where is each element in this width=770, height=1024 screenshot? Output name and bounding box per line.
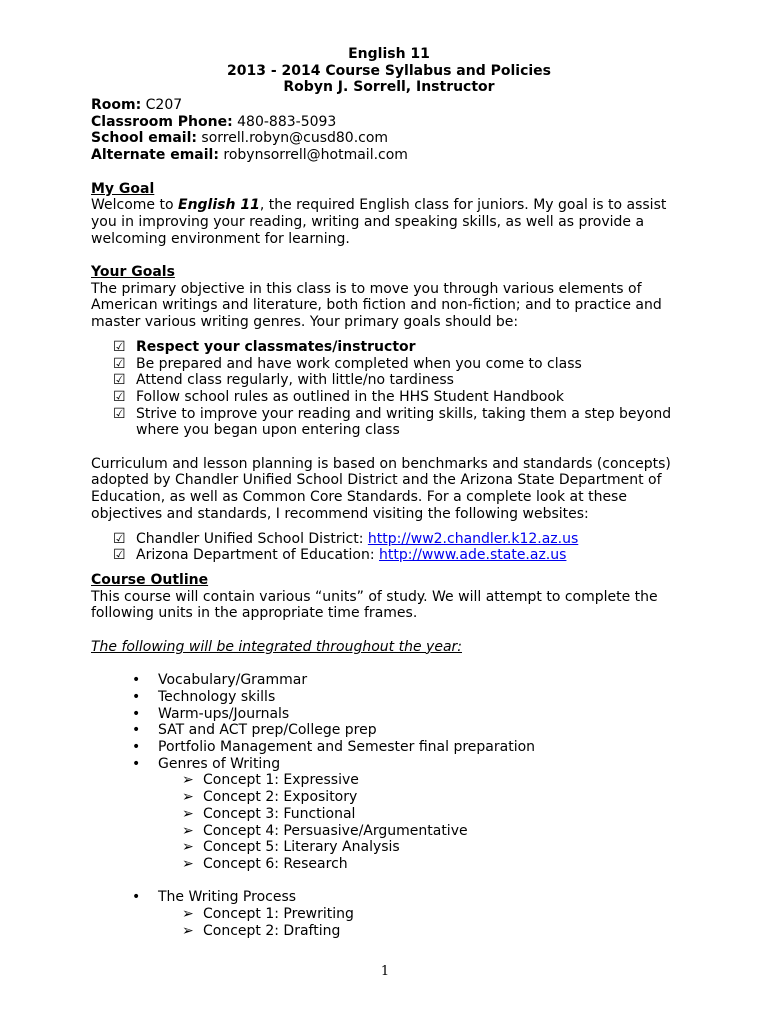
syllabus-title: 2013 - 2014 Course Syllabus and Policies: [227, 62, 551, 79]
phone-value: 480-883-5093: [232, 113, 337, 130]
bullet-icon: •: [132, 705, 141, 722]
unit-text: Technology skills: [158, 688, 276, 705]
genre-item: [158, 839, 691, 856]
school-email-label: School email:: [91, 130, 197, 147]
arrow-icon: ➢: [182, 789, 194, 806]
unit-item: [91, 722, 691, 739]
goal-text: Attend class regularly, with little/no tardiness: [136, 372, 454, 389]
school-email-line: [91, 130, 691, 147]
unit-text: The Writing Process: [158, 889, 297, 906]
curriculum-text: Curriculum and lesson planning is based on benchmarks and standards (concepts) adopted by Chandler Unified School District and the Arizona State Department of Education, as well as Common Core Standards. For a complete look at these objectives and standards, I recommend visiting the following websites:: [91, 455, 671, 522]
goals-checklist: [91, 339, 691, 439]
unit-item: [91, 889, 691, 939]
bullet-icon: •: [132, 672, 141, 689]
checkbox-icon: ☑: [113, 547, 126, 564]
genre-text: Concept 4: Persuasive/Argumentative: [203, 822, 468, 839]
arrow-icon: ➢: [182, 839, 194, 856]
unit-text: Vocabulary/Grammar: [158, 672, 308, 689]
bullet-icon: •: [132, 739, 141, 755]
genre-text: Concept 3: Functional: [203, 805, 356, 822]
checkbox-icon: ☑: [113, 372, 126, 389]
phone-label: Classroom Phone:: [91, 113, 233, 130]
website-label: Chandler Unified School District:: [136, 530, 368, 547]
your-goals-text: The primary objective in this class is to move you through various elements of American writings and literature, both fiction and non-fiction; and to practice and master various writing genres. Your primary goals should be:: [91, 280, 662, 331]
bullet-icon: •: [132, 722, 141, 739]
alt-email-value: robynsorrell@hotmail.com: [218, 147, 408, 164]
genre-item: [158, 789, 691, 806]
units-list: [91, 672, 691, 872]
process-concepts-list: [158, 906, 691, 939]
website-label: Arizona Department of Education:: [136, 547, 380, 564]
phone-line: [91, 114, 691, 131]
arrow-icon: ➢: [182, 922, 194, 939]
genre-item: [158, 856, 691, 873]
instructor-name: Robyn J. Sorrell, Instructor: [283, 79, 495, 96]
checkbox-icon: ☑: [113, 405, 126, 422]
arrow-icon: ➢: [182, 805, 194, 822]
process-text: Concept 1: Prewriting: [203, 906, 354, 923]
school-email-value: sorrell.robyn@cusd80.com: [196, 130, 389, 147]
integrated-heading: The following will be integrated throughout the year:: [91, 638, 462, 655]
unit-item: [91, 756, 691, 873]
bullet-icon: •: [132, 889, 141, 906]
cusd-link[interactable]: http://ww2.chandler.k12.az.us: [367, 530, 579, 547]
goal-item: [91, 339, 691, 356]
arrow-icon: ➢: [182, 822, 194, 839]
unit-text: SAT and ACT prep/College prep: [158, 722, 377, 739]
room-label: Room:: [91, 97, 142, 114]
unit-text: Warm-ups/Journals: [158, 705, 290, 722]
goal-item: [91, 406, 691, 439]
genre-item: [158, 772, 691, 789]
genre-text: Concept 1: Expressive: [203, 772, 359, 789]
alt-email-line: [91, 147, 691, 164]
my-goal-heading: My Goal: [91, 180, 155, 197]
course-title: English 11: [348, 46, 430, 62]
genre-text: Concept 5: Literary Analysis: [203, 839, 400, 856]
arrow-icon: ➢: [182, 906, 194, 923]
process-text: Concept 2: Drafting: [203, 922, 341, 939]
genre-item: [158, 806, 691, 823]
goal-item: [91, 356, 691, 373]
alt-email-label: Alternate email:: [91, 147, 219, 164]
genre-text: Concept 2: Expository: [203, 789, 358, 806]
unit-item: [91, 672, 691, 689]
page-number: 1: [380, 964, 390, 979]
unit-item: [91, 739, 691, 756]
unit-item: [91, 706, 691, 723]
checkbox-icon: ☑: [113, 355, 126, 372]
room-line: [91, 97, 691, 114]
page-content: [91, 46, 691, 939]
goal-text: Follow school rules as outlined in the HHS Student Handbook: [136, 388, 565, 405]
my-goal-text-start: Welcome to: [91, 197, 178, 214]
room-value: C207: [141, 97, 183, 114]
genres-list: [158, 772, 691, 872]
unit-text: Genres of Writing: [158, 755, 281, 772]
website-list: [91, 531, 691, 564]
your-goals-heading: Your Goals: [91, 264, 175, 281]
goal-text: Strive to improve your reading and writing skills, taking them a step beyond where you began upon entering class: [136, 405, 672, 439]
writing-process-list: [91, 889, 691, 939]
bullet-icon: •: [132, 688, 141, 705]
checkbox-icon: ☑: [113, 530, 126, 547]
process-item: [158, 906, 691, 923]
unit-text: Portfolio Management and Semester final preparation: [158, 739, 536, 755]
unit-item: [91, 689, 691, 706]
course-outline-text: This course will contain various “units” of study. We will attempt to complete the following units in the appropriate time frames.: [91, 588, 658, 622]
bullet-icon: •: [132, 755, 141, 772]
genre-text: Concept 6: Research: [203, 855, 348, 872]
my-goal-text: [91, 197, 691, 247]
genre-item: [158, 823, 691, 840]
document-header: [87, 46, 691, 96]
course-name: English 11: [178, 197, 260, 214]
website-item: [91, 547, 691, 564]
checkbox-icon: ☑: [113, 388, 126, 405]
checkbox-icon: ☑: [113, 338, 126, 355]
goal-text: Be prepared and have work completed when you come to class: [136, 355, 582, 372]
website-item: [91, 531, 691, 548]
goal-text: Respect your classmates/instructor: [136, 338, 416, 355]
contact-info: [91, 97, 691, 164]
my-goal-text-end: , the required English class for juniors. My goal is to assist you in improving your reading, writing and speaking skills, as well as provide a welcoming environment for learning.: [91, 197, 667, 247]
course-outline-heading: Course Outline: [91, 572, 209, 588]
ade-link[interactable]: http://www.ade.state.az.us: [379, 547, 567, 564]
process-item: [158, 923, 691, 940]
arrow-icon: ➢: [182, 855, 194, 872]
arrow-icon: ➢: [182, 772, 194, 789]
goal-item: [91, 389, 691, 406]
goal-item: [91, 372, 691, 389]
